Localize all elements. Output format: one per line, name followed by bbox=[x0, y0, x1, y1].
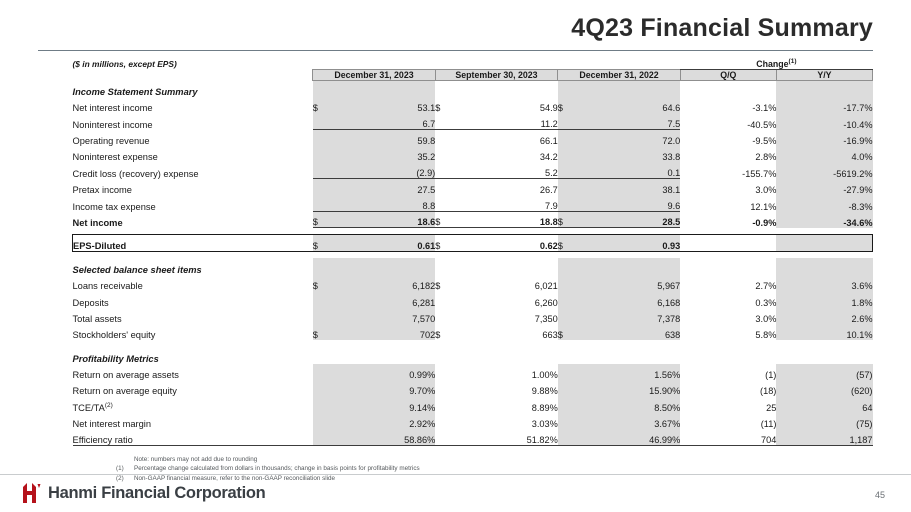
table-row bbox=[73, 162, 873, 178]
value-net-interest-income-qq: -3.1% bbox=[752, 103, 777, 114]
change-footnote-marker: (1) bbox=[788, 58, 797, 65]
value-operating-revenue-dec22: 72.0 bbox=[575, 130, 681, 146]
hanmi-logo-icon bbox=[22, 482, 41, 504]
value-efficiency-dec23: 58.86% bbox=[330, 429, 436, 445]
section-heading-profitability: Profitability Metrics bbox=[72, 353, 159, 364]
footnote-text: Percentage change calculated from dollars in thousands; change in basis points for profitability metrics bbox=[134, 465, 420, 473]
value-roaa-dec22: 1.56% bbox=[575, 364, 681, 380]
value-credit-loss-dec23: (2.9) bbox=[330, 162, 436, 178]
table-row bbox=[73, 364, 873, 380]
value-roaa-yy: (57) bbox=[776, 364, 872, 380]
value-deposits-qq: 0.3% bbox=[755, 297, 777, 308]
value-total-assets-sep23: 7,350 bbox=[534, 313, 558, 324]
value-eps-yy bbox=[776, 235, 872, 251]
value-noninterest-income-dec22: 7.5 bbox=[575, 113, 681, 129]
value-income-tax-yy: -8.3% bbox=[776, 195, 872, 211]
value-total-assets-dec23: 7,570 bbox=[330, 308, 436, 324]
table-row-net-income: Net income $ 18.6 $ 18.8 $ 28.5 -0.9% -34.6% bbox=[73, 212, 873, 228]
value-operating-revenue-qq: -9.5% bbox=[752, 135, 777, 146]
table-row bbox=[73, 179, 873, 195]
row-label-noninterest-expense: Noninterest expense bbox=[72, 152, 158, 163]
table-row bbox=[73, 308, 873, 324]
brand-lockup bbox=[22, 482, 265, 504]
value-noninterest-income-dec23: 6.7 bbox=[330, 113, 436, 129]
row-label-net-interest-income: Net interest income bbox=[72, 103, 153, 114]
page-title: 4Q23 Financial Summary bbox=[571, 14, 873, 42]
brand-name: Hanmi Financial Corporation bbox=[48, 483, 266, 502]
change-group-header: Change$^{(1)}$ bbox=[680, 58, 872, 69]
table-row-eps-diluted: EPS-Diluted $ 0.61 $ 0.62 $ 0.93 bbox=[73, 235, 873, 251]
table-row: Net interest income $ 53.1 $ 54.9 $ 64.6 -3.1% -17.7% bbox=[73, 97, 873, 113]
value-net-interest-income-sep23: 54.9 bbox=[539, 103, 558, 114]
units-note: ($ in millions, except EPS) bbox=[72, 59, 177, 70]
row-label-roae: Return on average equity bbox=[72, 386, 177, 397]
value-tceta-yy: 64 bbox=[776, 396, 872, 412]
value-pretax-income-qq: 3.0% bbox=[755, 185, 777, 196]
section-heading-balance-sheet: Selected balance sheet items bbox=[73, 258, 873, 274]
value-pretax-income-dec22: 38.1 bbox=[575, 179, 681, 195]
value-net-income-dec23: 18.6 bbox=[330, 212, 436, 228]
table-row bbox=[73, 291, 873, 307]
footnote-marker: (2) bbox=[116, 474, 124, 482]
value-operating-revenue-dec23: 59.8 bbox=[330, 130, 436, 146]
value-noninterest-expense-dec22: 33.8 bbox=[575, 146, 681, 162]
value-income-tax-dec23: 8.8 bbox=[330, 195, 436, 211]
table-row bbox=[73, 429, 873, 445]
row-spacer bbox=[73, 228, 873, 235]
column-header-sep-2023: September 30, 2023 bbox=[435, 69, 558, 80]
footnote-text: Non-GAAP financial measure, refer to the non-GAAP reconciliation slide bbox=[134, 474, 336, 482]
value-tceta-sep23: 8.89% bbox=[531, 402, 558, 413]
value-noninterest-income-sep23: 11.2 bbox=[452, 113, 558, 129]
value-credit-loss-sep23: 5.2 bbox=[452, 162, 558, 178]
value-efficiency-yy: 1,187 bbox=[776, 429, 872, 445]
footer-divider bbox=[0, 474, 911, 475]
value-credit-loss-yy: -5619.2% bbox=[776, 162, 872, 178]
row-label-efficiency-ratio: Efficiency ratio bbox=[72, 435, 133, 446]
section-heading-income-statement: Income Statement Summary bbox=[73, 80, 873, 96]
value-roae-sep23: 9.88% bbox=[531, 386, 558, 397]
column-header-yy: Y/Y bbox=[776, 69, 872, 80]
value-equity-qq: 5.8% bbox=[755, 330, 777, 341]
value-loans-dec22: 5,967 bbox=[575, 275, 681, 291]
value-net-income-yy: -34.6% bbox=[776, 212, 872, 228]
value-nim-yy: (75) bbox=[776, 413, 872, 429]
value-roae-yy: (620) bbox=[776, 380, 872, 396]
footnote-text: Note: numbers may not add due to rounding bbox=[134, 456, 258, 463]
footnote-note bbox=[116, 455, 420, 464]
value-total-assets-yy: 2.6% bbox=[776, 308, 872, 324]
footnote-marker: (1) bbox=[116, 465, 124, 473]
value-credit-loss-dec22: 0.1 bbox=[575, 162, 681, 178]
table-units-row bbox=[73, 58, 873, 69]
value-pretax-income-yy: -27.9% bbox=[776, 179, 872, 195]
table-row: Loans receivable $ 6,182 $ 6,021 5,967 2.7% 3.6% bbox=[73, 275, 873, 291]
value-nim-dec22: 3.67% bbox=[575, 413, 681, 429]
footnote-1 bbox=[116, 464, 420, 473]
value-tceta-dec23: 9.14% bbox=[330, 396, 436, 412]
row-label-tce-ta: TCE/TA$^{(2)}$ bbox=[72, 401, 113, 413]
value-roaa-dec23: 0.99% bbox=[330, 364, 436, 380]
value-net-income-qq: -0.9% bbox=[752, 217, 777, 228]
value-deposits-dec22: 6,168 bbox=[575, 291, 681, 307]
table-row: Stockholders' equity $ 702 $ 663 $ 638 5.8% 10.1% bbox=[73, 324, 873, 340]
row-label-credit-loss-expense: Credit loss (recovery) expense bbox=[72, 168, 199, 179]
value-pretax-income-sep23: 26.7 bbox=[539, 185, 558, 196]
row-label-pretax-income: Pretax income bbox=[72, 185, 132, 196]
row-label-operating-revenue: Operating revenue bbox=[72, 135, 150, 146]
table-row bbox=[73, 195, 873, 211]
value-operating-revenue-yy: -16.9% bbox=[776, 130, 872, 146]
value-net-interest-income-yy: -17.7% bbox=[776, 97, 872, 113]
value-nim-qq: (11) bbox=[760, 419, 777, 430]
value-roaa-sep23: 1.00% bbox=[531, 370, 558, 381]
value-roae-dec23: 9.70% bbox=[330, 380, 436, 396]
row-spacer bbox=[73, 251, 873, 258]
table-bottom-rule bbox=[73, 446, 873, 448]
table-row bbox=[73, 130, 873, 146]
table-row bbox=[73, 113, 873, 129]
value-pretax-income-dec23: 27.5 bbox=[330, 179, 436, 195]
value-nim-dec23: 2.92% bbox=[330, 413, 436, 429]
column-header-qq: Q/Q bbox=[680, 69, 776, 80]
table-header-row bbox=[73, 69, 873, 80]
value-noninterest-expense-yy: 4.0% bbox=[776, 146, 872, 162]
value-deposits-sep23: 6,260 bbox=[534, 297, 558, 308]
column-header-dec-2023: December 31, 2023 bbox=[313, 69, 436, 80]
value-noninterest-income-yy: -10.4% bbox=[776, 113, 872, 129]
footnote-marker bbox=[116, 455, 134, 464]
value-equity-dec23: 702 bbox=[330, 324, 436, 340]
value-loans-yy: 3.6% bbox=[776, 275, 872, 291]
value-equity-yy: 10.1% bbox=[776, 324, 872, 340]
value-income-tax-sep23: 7.9 bbox=[452, 195, 558, 211]
value-net-income-sep23: 18.8 bbox=[452, 212, 558, 228]
page-number: 45 bbox=[874, 490, 885, 500]
row-label-net-interest-margin: Net interest margin bbox=[72, 419, 152, 430]
column-header-dec-2022: December 31, 2022 bbox=[558, 69, 681, 80]
value-noninterest-expense-qq: 2.8% bbox=[755, 152, 777, 163]
value-efficiency-qq: 704 bbox=[761, 435, 777, 446]
table-row bbox=[73, 146, 873, 162]
value-net-interest-income-dec22: 64.6 bbox=[575, 97, 681, 113]
value-net-income-dec22: 28.5 bbox=[575, 212, 681, 228]
value-eps-dec22: 0.93 bbox=[575, 235, 681, 251]
value-noninterest-expense-dec23: 35.2 bbox=[330, 146, 436, 162]
financial-summary-table bbox=[72, 58, 873, 448]
row-label-net-income: Net income bbox=[72, 217, 123, 228]
value-total-assets-dec22: 7,378 bbox=[575, 308, 681, 324]
value-eps-sep23: 0.62 bbox=[452, 235, 558, 251]
title-divider bbox=[38, 50, 873, 51]
value-tceta-qq: 25 bbox=[766, 402, 777, 413]
row-label-eps-diluted: EPS-Diluted bbox=[73, 235, 313, 251]
value-tceta-dec22: 8.50% bbox=[575, 396, 681, 412]
row-label-stockholders-equity: Stockholders' equity bbox=[72, 330, 156, 341]
value-credit-loss-qq: -155.7% bbox=[742, 168, 777, 179]
table-row bbox=[73, 396, 873, 412]
value-roae-dec22: 15.90% bbox=[575, 380, 681, 396]
row-label-loans-receivable: Loans receivable bbox=[72, 281, 143, 292]
value-roaa-qq: (1) bbox=[765, 370, 777, 381]
value-eps-qq bbox=[680, 235, 776, 251]
value-operating-revenue-sep23: 66.1 bbox=[539, 135, 558, 146]
value-loans-qq: 2.7% bbox=[755, 281, 777, 292]
row-spacer bbox=[73, 340, 873, 347]
table-row bbox=[73, 413, 873, 429]
value-income-tax-dec22: 9.6 bbox=[575, 195, 681, 211]
value-eps-dec23: 0.61 bbox=[330, 235, 436, 251]
tce-ta-footnote-marker: (2) bbox=[104, 401, 113, 409]
value-total-assets-qq: 3.0% bbox=[755, 313, 777, 324]
row-label-noninterest-income: Noninterest income bbox=[72, 119, 153, 130]
value-equity-sep23: 663 bbox=[542, 330, 558, 341]
value-efficiency-dec22: 46.99% bbox=[575, 429, 681, 445]
row-label-total-assets: Total assets bbox=[72, 313, 122, 324]
value-efficiency-sep23: 51.82% bbox=[526, 435, 558, 446]
table-row bbox=[73, 380, 873, 396]
value-net-interest-income-dec23: 53.1 bbox=[330, 97, 436, 113]
row-label-income-tax-expense: Income tax expense bbox=[72, 201, 156, 212]
value-nim-sep23: 3.03% bbox=[531, 419, 558, 430]
row-label-roaa: Return on average assets bbox=[72, 370, 179, 381]
value-noninterest-income-qq: -40.5% bbox=[747, 119, 777, 130]
value-deposits-yy: 1.8% bbox=[776, 291, 872, 307]
value-noninterest-expense-sep23: 34.2 bbox=[539, 152, 558, 163]
value-loans-dec23: 6,182 bbox=[330, 275, 436, 291]
value-equity-dec22: 638 bbox=[575, 324, 681, 340]
value-income-tax-qq: 12.1% bbox=[750, 201, 777, 212]
value-loans-sep23: 6,021 bbox=[534, 281, 558, 292]
value-roae-qq: (18) bbox=[760, 386, 777, 397]
row-label-deposits: Deposits bbox=[72, 297, 109, 308]
value-deposits-dec23: 6,281 bbox=[330, 291, 436, 307]
footnotes bbox=[116, 455, 420, 483]
